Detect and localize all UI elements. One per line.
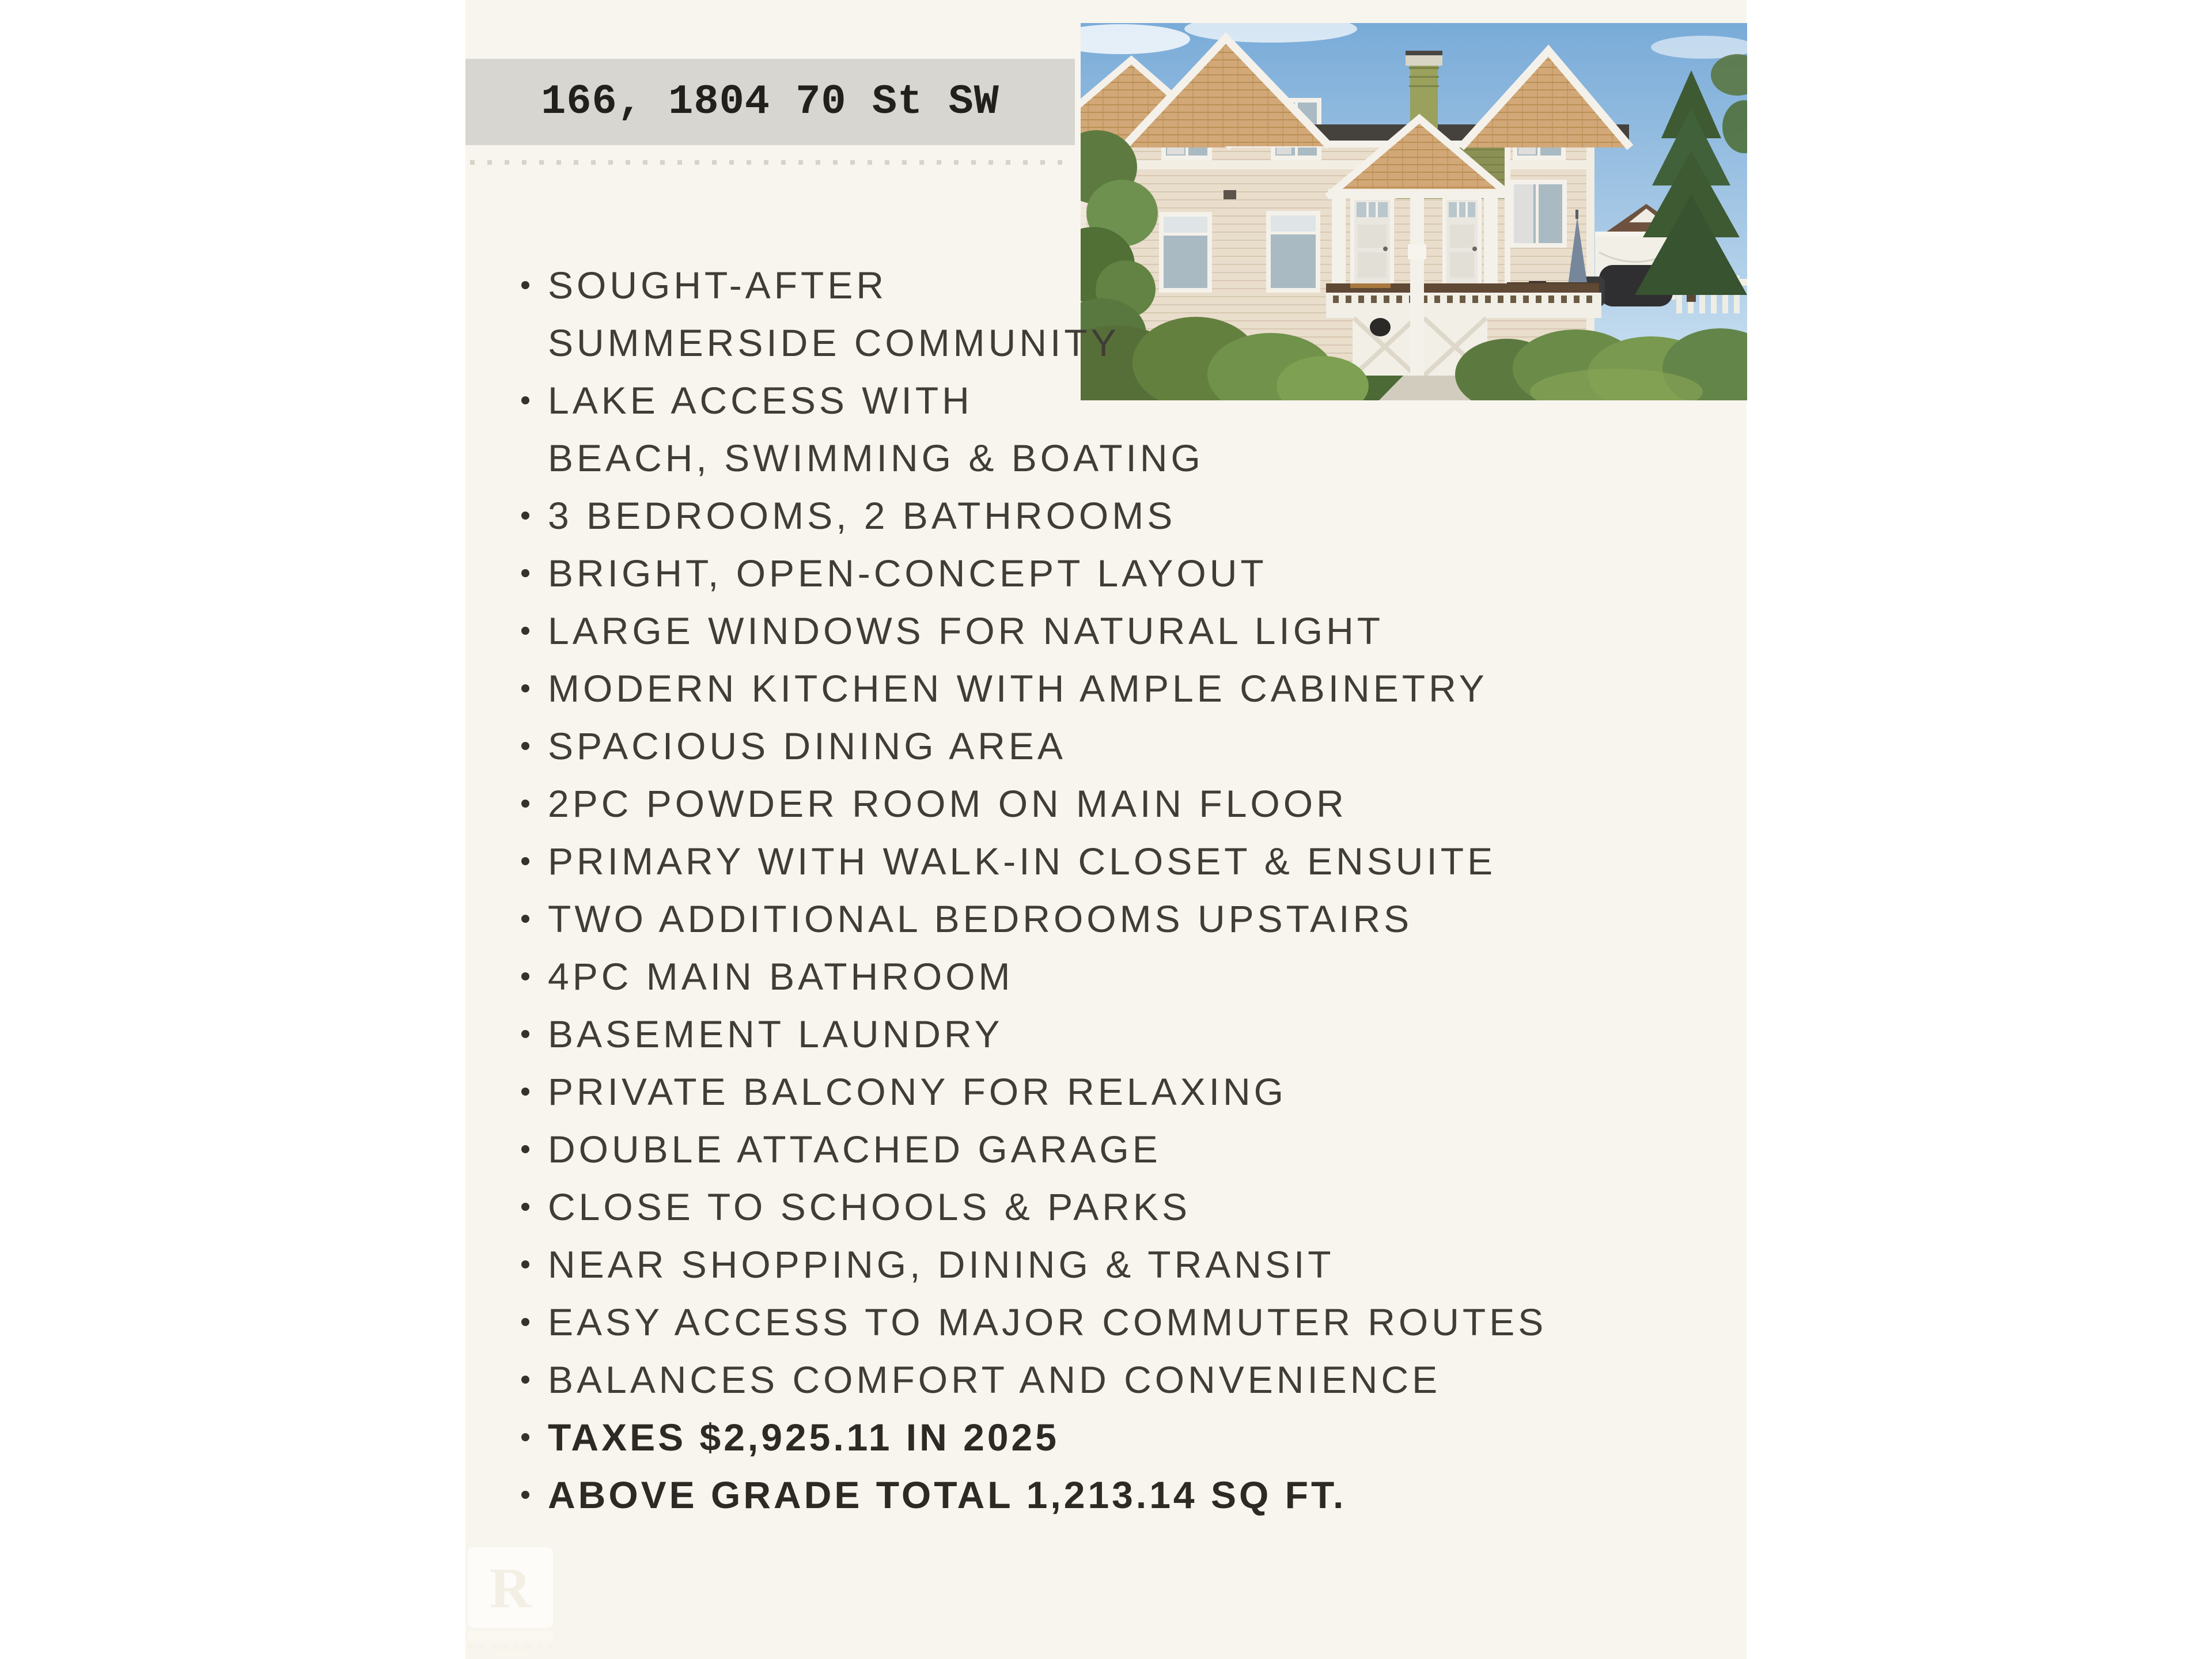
bullet-dot (521, 915, 529, 923)
feature-item (521, 1293, 1673, 1351)
bullet-dot (521, 512, 529, 520)
bullet-dot (521, 1145, 529, 1153)
feature-text: PRIVATE BALCONY FOR RELAXING (548, 1070, 1287, 1113)
bullet-dot (521, 627, 529, 635)
feature-text: MODERN KITCHEN WITH AMPLE CABINETRY (548, 667, 1488, 710)
feature-text: LARGE WINDOWS FOR NATURAL LIGHT (548, 609, 1384, 652)
bullet-dot (521, 396, 529, 404)
feature-item (521, 1005, 1673, 1063)
feature-text: PRIMARY WITH WALK-IN CLOSET & ENSUITE (548, 840, 1497, 882)
feature-item (521, 1120, 1673, 1178)
feature-item (521, 775, 1673, 832)
bullet-dot (521, 742, 529, 750)
bullet-dot (521, 1030, 529, 1038)
feature-item (521, 602, 1673, 660)
feature-text: BALANCES COMFORT AND CONVENIENCE (548, 1358, 1441, 1401)
realtor-logo (468, 1547, 553, 1628)
bullet-dot (521, 1318, 529, 1326)
feature-text: TAXES $2,925.11 IN 2025 (548, 1416, 1059, 1459)
feature-text: 3 BEDROOMS, 2 BATHROOMS (548, 494, 1176, 537)
feature-text: CLOSE TO SCHOOLS & PARKS (548, 1185, 1191, 1228)
feature-item (521, 372, 1673, 429)
feature-item (521, 544, 1673, 602)
feature-text: SUMMERSIDE COMMUNITY (548, 321, 1120, 364)
bullet-dot (521, 569, 529, 577)
feature-text: 2PC POWDER ROOM ON MAIN FLOOR (548, 782, 1347, 825)
feature-text: BASEMENT LAUNDRY (548, 1013, 1003, 1055)
bullet-dot (521, 1260, 529, 1268)
feature-item (521, 429, 1673, 487)
feature-text: SPACIOUS DINING AREA (548, 725, 1066, 767)
feature-item (521, 660, 1673, 717)
bullet-dot (521, 857, 529, 865)
bullet-dot (521, 281, 529, 289)
address-banner (465, 59, 1075, 145)
feature-item (521, 1178, 1673, 1236)
realtor-watermark (468, 1547, 555, 1658)
feature-text: DOUBLE ATTACHED GARAGE (548, 1128, 1161, 1171)
feature-item (521, 1236, 1673, 1293)
feature-item (521, 890, 1673, 948)
feature-item (521, 1466, 1673, 1524)
bullet-dot (521, 800, 529, 808)
features-list (521, 256, 1673, 1524)
dotted-divider (470, 160, 1067, 165)
feature-text: ABOVE GRADE TOTAL 1,213.14 SQ FT. (548, 1474, 1347, 1516)
feature-item (521, 487, 1673, 544)
content-panel (465, 0, 1747, 1659)
watermark-text-line (468, 1644, 553, 1648)
bullet-dot (521, 972, 529, 980)
watermark-tag (495, 1651, 528, 1658)
feature-text: 4PC MAIN BATHROOM (548, 955, 1014, 998)
bullet-dot (521, 684, 529, 692)
feature-text: NEAR SHOPPING, DINING & TRANSIT (548, 1243, 1335, 1286)
address-title: 166, 1804 70 St SW (541, 78, 999, 126)
bullet-dot (521, 1491, 529, 1499)
feature-text: BRIGHT, OPEN-CONCEPT LAYOUT (548, 552, 1267, 594)
feature-item (521, 832, 1673, 890)
realtor-logo-letter: R (489, 1555, 532, 1620)
feature-item (521, 1351, 1673, 1408)
bullet-dot (521, 1203, 529, 1211)
feature-item (521, 256, 1673, 314)
watermark-bar (468, 1631, 553, 1641)
feature-text: LAKE ACCESS WITH (548, 379, 973, 422)
feature-item (521, 314, 1673, 372)
bullet-dot (521, 1433, 529, 1441)
bullet-dot (521, 1376, 529, 1384)
feature-text: SOUGHT-AFTER (548, 264, 888, 306)
feature-item (521, 1408, 1673, 1466)
feature-item (521, 1063, 1673, 1120)
feature-text: BEACH, SWIMMING & BOATING (548, 437, 1204, 479)
bullet-dot (521, 1088, 529, 1096)
feature-item (521, 948, 1673, 1005)
feature-text: EASY ACCESS TO MAJOR COMMUTER ROUTES (548, 1301, 1547, 1343)
feature-text: TWO ADDITIONAL BEDROOMS UPSTAIRS (548, 897, 1413, 940)
feature-item (521, 717, 1673, 775)
